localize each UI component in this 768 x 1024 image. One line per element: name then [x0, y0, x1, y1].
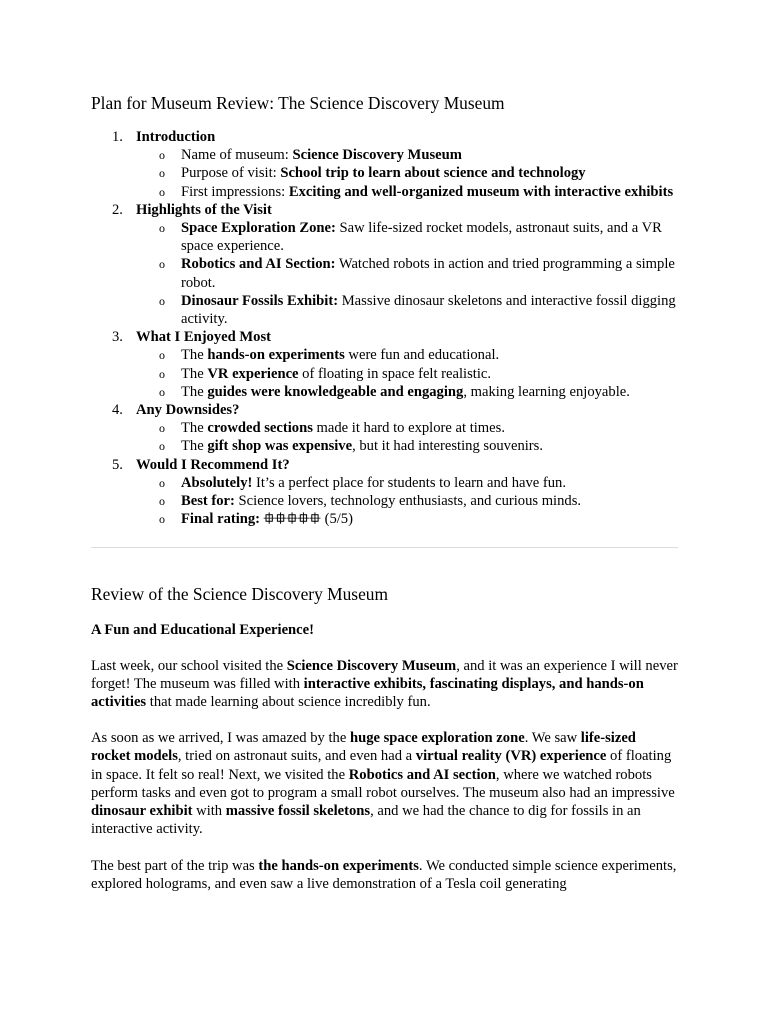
- outline-point: [136, 164, 678, 182]
- section-title: Would I Recommend It?: [136, 456, 290, 473]
- bold-text: Space Exploration Zone:: [181, 220, 336, 237]
- text-run: with: [192, 803, 226, 820]
- review-title: Review of the Science Discovery Museum: [91, 584, 389, 605]
- bullet-icon: o: [159, 512, 165, 527]
- outline-section: [91, 128, 678, 201]
- review-subheading: A Fun and Educational Experience!: [91, 622, 314, 639]
- section-divider: [91, 547, 678, 548]
- section-number: 5.: [112, 456, 123, 473]
- section-points: [136, 474, 678, 529]
- text-run: Last week, our school visited the: [91, 657, 287, 674]
- text-run: , tried on astronaut suits, and even had a: [177, 748, 416, 765]
- text-run: . We conducted simple science experiments, explored holograms, and even saw a live demonstration of a Tesla coil generating: [91, 857, 677, 892]
- outline-point: [136, 474, 678, 492]
- outline-section: [91, 328, 678, 401]
- text-run: , making learning enjoyable.: [463, 383, 630, 400]
- bold-text: Robotics and AI Section:: [181, 256, 336, 273]
- text-run: Science lovers, technology enthusiasts, and curious minds.: [234, 493, 582, 510]
- bullet-icon: o: [159, 184, 165, 199]
- outline-section: [91, 456, 678, 529]
- text-run: The: [181, 438, 208, 455]
- section-number: 4.: [112, 402, 123, 419]
- text-run: It’s a perfect place for students to learn and have fun.: [252, 474, 566, 491]
- bold-text: Exciting and well-organized museum with interactive exhibits: [288, 183, 674, 200]
- bold-text: life-sized rocket models: [91, 730, 636, 765]
- review-paragraph: [91, 857, 678, 893]
- section-points: [136, 346, 678, 401]
- bold-text: interactive exhibits, fascinating displays, and hands-on activities: [91, 675, 644, 711]
- text-run: . We saw: [524, 730, 581, 747]
- outline-point: [136, 183, 678, 201]
- text-run: The best part of the trip was: [91, 857, 259, 874]
- text-run: First impressions:: [181, 183, 289, 200]
- bold-text: massive fossil skeletons: [225, 803, 371, 820]
- text-run: Saw life-sized rocket models, astronaut suits, and a VR space experience.: [181, 220, 662, 255]
- text-run: Purpose of visit:: [181, 165, 281, 182]
- text-run: were fun and educational.: [344, 347, 500, 364]
- bold-text: Science Discovery Museum: [292, 147, 462, 164]
- bullet-icon: o: [159, 257, 165, 272]
- text-run: , and it was an experience I will never forget! The museum was filled with: [91, 657, 678, 692]
- review-body: [91, 657, 678, 893]
- text-run: The: [181, 347, 208, 364]
- bullet-icon: o: [159, 421, 165, 436]
- bold-text: guides were knowledgeable and engaging: [207, 383, 464, 400]
- text-run: , but it had interesting souvenirs.: [352, 438, 543, 455]
- section-title: Any Downsides?: [136, 402, 240, 419]
- bold-text: gift shop was expensive: [207, 438, 353, 455]
- rating-stars: ⯐⯐⯐⯐⯐: [263, 511, 321, 528]
- bold-text: hands-on experiments: [207, 347, 345, 364]
- text-run: made it hard to explore at times.: [312, 420, 505, 437]
- text-run: that made learning about science incredibly fun.: [146, 694, 431, 711]
- bullet-icon: o: [159, 494, 165, 509]
- bold-text: crowded sections: [207, 420, 313, 437]
- section-points: [136, 146, 678, 201]
- outline-point: [136, 383, 678, 401]
- section-title: What I Enjoyed Most: [136, 329, 271, 346]
- outline-section: [91, 201, 678, 328]
- bold-text: Dinosaur Fossils Exhibit:: [181, 292, 339, 309]
- bold-text: VR experience: [207, 365, 299, 382]
- bold-text: Science Discovery Museum: [286, 657, 457, 674]
- outline-point: [136, 219, 678, 255]
- text-run: Name of museum:: [181, 147, 293, 164]
- bullet-icon: o: [159, 166, 165, 181]
- text-run: , where we watched robots perform tasks and even got to program a small robot ourselves. The museum also had an impressive: [91, 766, 675, 801]
- bullet-icon: o: [159, 221, 165, 236]
- outline-point: [136, 419, 678, 437]
- outline-point: [136, 365, 678, 383]
- text-run: Watched robots in action and tried programming a simple robot.: [181, 256, 675, 291]
- bold-text: virtual reality (VR) experience: [415, 748, 607, 765]
- text-run: (5/5): [320, 511, 353, 528]
- section-points: [136, 219, 678, 328]
- text-run: The: [181, 420, 208, 437]
- text-run: The: [181, 383, 208, 400]
- outline-point: [136, 292, 678, 328]
- plan-title: Plan for Museum Review: The Science Discovery Museum: [91, 93, 505, 113]
- section-title: Highlights of the Visit: [136, 201, 272, 218]
- bold-text: Final rating:: [181, 511, 264, 528]
- review-paragraph: [91, 657, 678, 712]
- outline-point: [136, 146, 678, 164]
- bold-text: dinosaur exhibit: [91, 803, 193, 820]
- section-points: [136, 419, 678, 455]
- plan-outline: [91, 128, 678, 528]
- bullet-icon: o: [159, 439, 165, 454]
- bullet-icon: o: [159, 348, 165, 363]
- bold-text: Robotics and AI section: [348, 766, 496, 783]
- section-number: 2.: [112, 201, 123, 218]
- outline-point: [136, 492, 678, 510]
- section-number: 3.: [112, 329, 123, 346]
- bold-text: the hands-on experiments: [258, 857, 419, 874]
- bullet-icon: o: [159, 148, 165, 163]
- bullet-icon: o: [159, 293, 165, 308]
- bold-text: huge space exploration zone: [349, 730, 525, 747]
- bold-text: Best for:: [181, 493, 235, 510]
- text-run: of floating in space. It felt so real! Next, we visited the: [91, 748, 672, 783]
- bullet-icon: o: [159, 366, 165, 381]
- bold-text: Absolutely!: [181, 474, 253, 491]
- text-run: As soon as we arrived, I was amazed by the: [91, 730, 350, 747]
- section-number: 1.: [112, 129, 123, 145]
- outline-point: [136, 510, 678, 528]
- outline-section: [91, 401, 678, 456]
- review-paragraph: [91, 729, 678, 838]
- text-run: Massive dinosaur skeletons and interactive fossil digging activity.: [181, 292, 676, 328]
- outline-point: [136, 255, 678, 291]
- outline-point: [136, 437, 678, 455]
- bold-text: School trip to learn about science and technology: [280, 165, 586, 182]
- outline-point: [136, 346, 678, 364]
- bullet-icon: o: [159, 475, 165, 490]
- text-run: The: [181, 365, 208, 382]
- text-run: , and we had the chance to dig for fossils in an interactive activity.: [91, 803, 641, 838]
- bullet-icon: o: [159, 384, 165, 399]
- section-title: Introduction: [136, 129, 216, 145]
- text-run: of floating in space felt realistic.: [298, 365, 492, 382]
